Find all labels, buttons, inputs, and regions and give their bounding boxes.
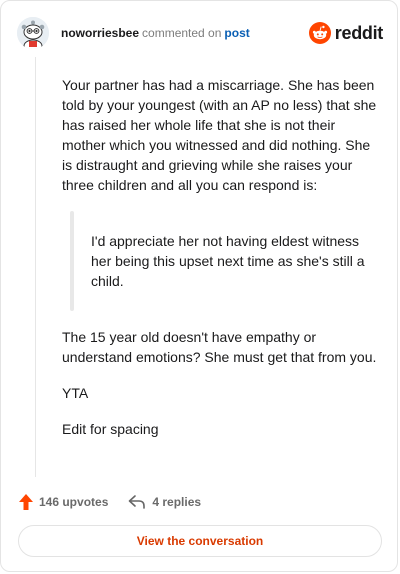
upvote-count: 146 upvotes <box>39 495 109 509</box>
upvote-group[interactable] <box>19 494 108 510</box>
view-conversation-button[interactable]: View the conversation <box>18 525 382 557</box>
username[interactable]: noworriesbee <box>61 26 140 40</box>
comment-body <box>62 75 378 455</box>
reply-group[interactable] <box>128 495 201 509</box>
reddit-wordmark: reddit <box>334 22 383 43</box>
reddit-brand[interactable] <box>309 22 383 44</box>
reply-arrow-icon[interactable] <box>128 495 146 509</box>
avatar[interactable] <box>17 17 49 49</box>
comment-paragraph: YTA <box>62 385 89 401</box>
comment-quote: I'd appreciate her not having eldest witness her being this upset next time as she's still a child. <box>70 211 378 311</box>
thread-line <box>35 57 36 477</box>
reddit-logo-icon <box>309 22 331 44</box>
comment-paragraph: The 15 year old doesn't have empathy or understand emotions? She must get that from you. <box>62 329 377 365</box>
comment-paragraph: Edit for spacing <box>62 421 159 437</box>
upvote-arrow-icon[interactable] <box>19 494 33 510</box>
comment-header <box>17 15 383 51</box>
reply-count: 4 replies <box>152 495 202 509</box>
snoo-avatar-icon <box>17 17 49 49</box>
post-link[interactable]: post <box>224 26 250 40</box>
comment-meta <box>61 25 250 41</box>
comment-actions <box>19 491 201 513</box>
comment-paragraph: Your partner has had a miscarriage. She has been told by your youngest (with an AP no less) that she has raised her whole life that she is not their mother which you witnessed and did nothing. She is distraught and grieving while she raises your three children and all you can respond is: <box>62 77 377 193</box>
comment-verb: commented on <box>142 26 222 40</box>
